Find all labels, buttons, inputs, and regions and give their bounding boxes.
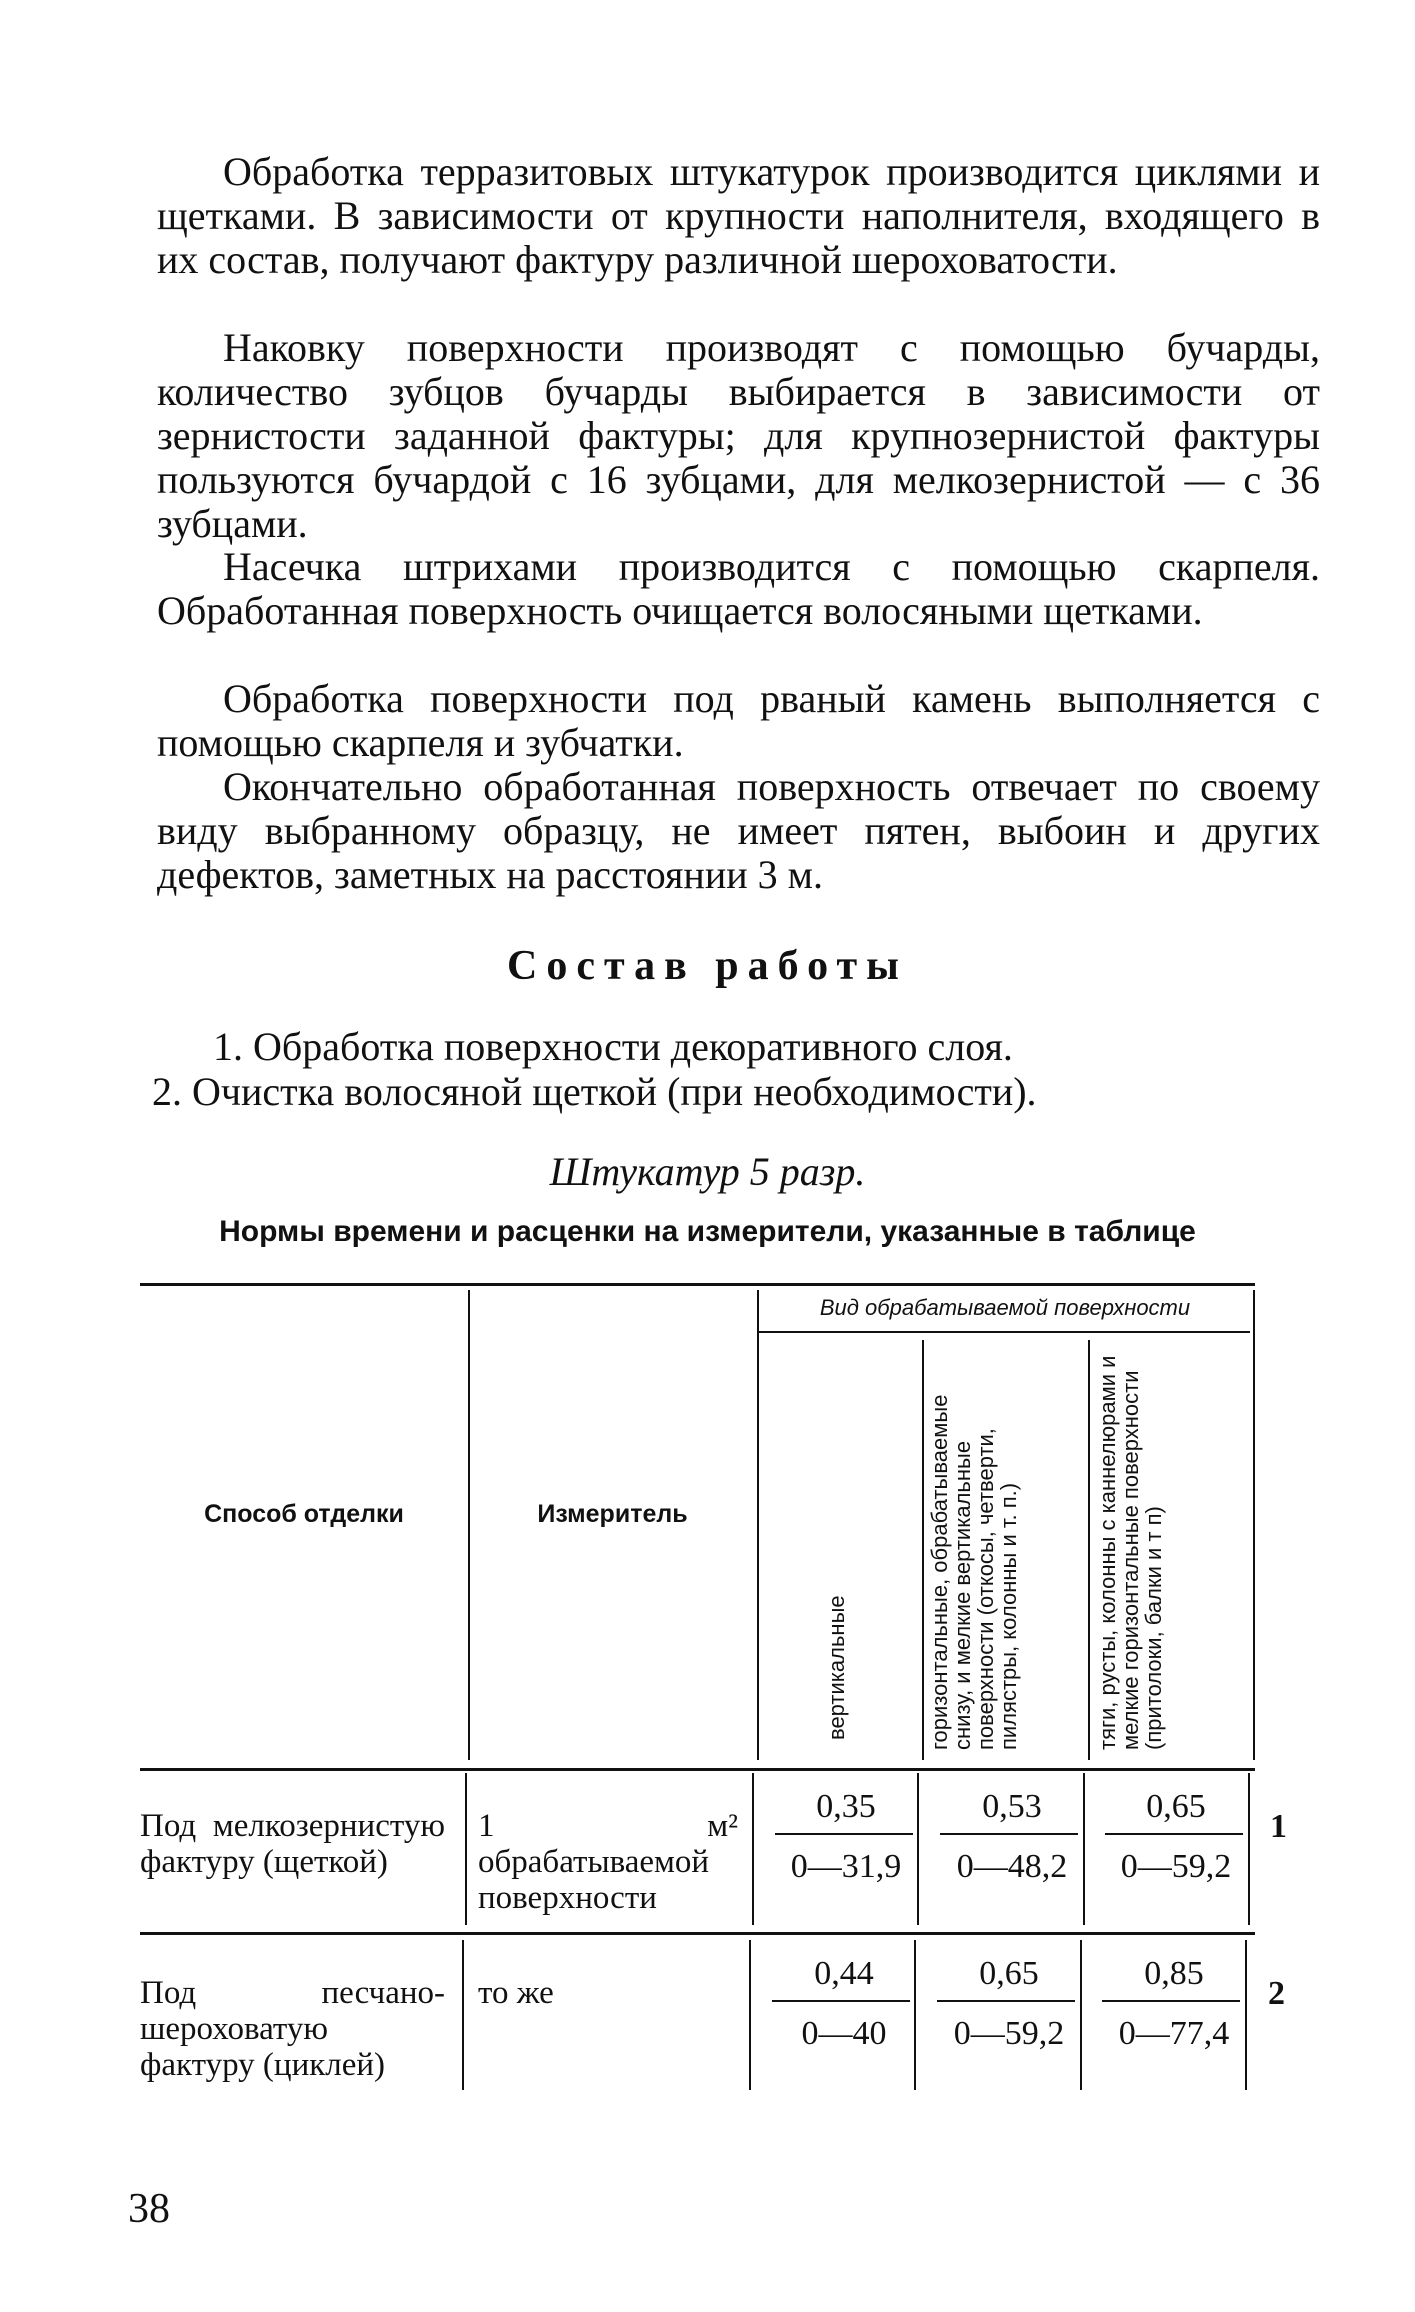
page-number: 38 xyxy=(128,2186,170,2232)
paragraph-3: Насечка штрихами производится с помощью скарпеля. Обработанная поверхность очищается волосяными щетками. xyxy=(157,544,1320,633)
group-header-rule xyxy=(757,1331,1250,1333)
header-method: Способ отделки xyxy=(204,1500,404,1528)
header-unit: Измеритель xyxy=(537,1500,688,1528)
row-1-price-2: 0—48,2 xyxy=(956,1848,1068,1885)
row-2-price-3: 0—77,4 xyxy=(1118,2015,1230,2052)
row-1-norm-3: 0,65 xyxy=(1146,1788,1206,1825)
header-horizontal: горизонтальные, обрабатываемые снизу, и мелкие вертикальные поверхности (откосы, четверти, пилястры, колонны и т. п.) xyxy=(927,1394,1021,1750)
row-1-norm-2: 0,53 xyxy=(982,1788,1042,1825)
work-item-1: 1. Обработка поверхности декоративного слоя. xyxy=(213,1024,1013,1069)
row-1-price-1: 0—31,9 xyxy=(790,1848,902,1885)
row-1-method: Под мелкозернистую фактуру (щеткой) xyxy=(140,1808,445,1880)
row-2-norm-1: 0,44 xyxy=(814,1955,874,1992)
col-divider xyxy=(752,1773,754,1925)
paragraph-2: Наковку поверхности производят с помощью бучарды, количество зубцов бучарды выбирается в зависимости от зернистости заданной фактуры; для крупнозернистой фактуры пользуются бучардой с 16 зубцами, для мелкозернистой — с 36 зубцами. xyxy=(157,325,1320,546)
row-1-number: 1 xyxy=(1270,1808,1287,1845)
col-divider xyxy=(922,1340,924,1760)
header-surface-group: Вид обрабатываемой поверхности xyxy=(819,1295,1191,1320)
fraction-line xyxy=(772,2000,910,2002)
fraction-line xyxy=(940,1833,1078,1835)
fraction-line xyxy=(937,2000,1075,2002)
row-2-method: Под песчано-шероховатую фактуру (циклей) xyxy=(140,1975,445,2083)
row-2-price-1: 0—40 xyxy=(801,2015,887,2052)
row-2-number: 2 xyxy=(1268,1975,1285,2012)
worker-grade: Штукатур 5 разр. xyxy=(549,1149,866,1194)
fraction-line xyxy=(775,1833,913,1835)
row-1-norm-1: 0,35 xyxy=(816,1788,876,1825)
row-1-price-3: 0—59,2 xyxy=(1120,1848,1232,1885)
work-item-2: 2. Очистка волосяной щеткой (при необходимости). xyxy=(152,1069,1037,1114)
paragraph-5: Окончательно обработанная поверхность отвечает по своему виду выбранному образцу, не имеет пятен, выбоин и других дефектов, заметных на расстоянии 3 м. xyxy=(157,764,1320,897)
row-2-norm-3: 0,85 xyxy=(1144,1955,1204,1992)
fraction-line xyxy=(1105,1833,1243,1835)
col-divider xyxy=(1253,1290,1255,1760)
row-separator xyxy=(140,1932,1255,1935)
header-vertical: вертикальные xyxy=(824,1595,849,1740)
header-cornices: тяги, русты, колонны с каннелюрами и мелкие горизонтальные поверхности (притолоки, балки и т п) xyxy=(1095,1355,1166,1750)
col-divider xyxy=(757,1290,759,1760)
paragraph-1: Обработка терразитовых штукатурок производится циклями и щетками. В зависимости от крупности наполнителя, входящего в их состав, получают фактуру различной шероховатости. xyxy=(157,149,1320,282)
row-2-norm-2: 0,65 xyxy=(979,1955,1039,1992)
col-divider xyxy=(1088,1340,1090,1760)
row-2-price-2: 0—59,2 xyxy=(953,2015,1065,2052)
table-caption: Нормы времени и расценки на измерители, указанные в таблице xyxy=(219,1215,1196,1248)
row-2-unit: то же xyxy=(478,1975,554,2011)
paragraph-4: Обработка поверхности под рваный камень выполняется с помощью скарпеля и зубчатки. xyxy=(157,676,1320,765)
col-divider xyxy=(462,1940,464,2090)
section-heading: Состав работы xyxy=(507,943,908,989)
header-bottom-rule xyxy=(140,1768,1255,1771)
row-1-unit: 1 м² обрабатываемой поверхности xyxy=(478,1808,738,1916)
col-divider xyxy=(749,1940,751,2090)
table-top-rule xyxy=(140,1283,1255,1286)
fraction-line xyxy=(1102,2000,1240,2002)
col-divider xyxy=(465,1773,467,1925)
